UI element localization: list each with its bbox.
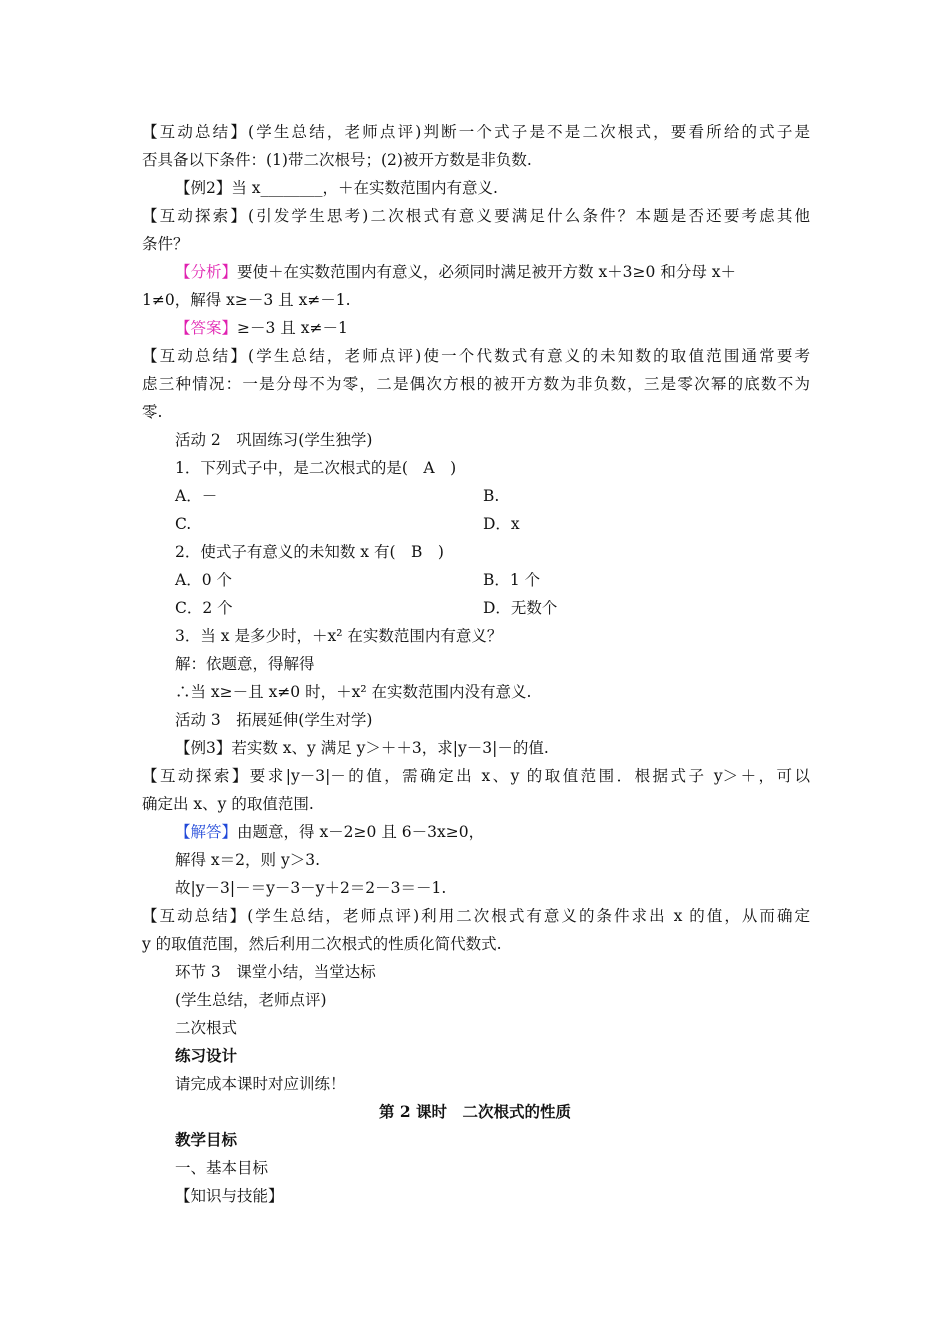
summary-paragraph-2-line-2: 虑三种情况：一是分母不为零，二是偶次方根的被开方数为非负数，三是零次幂的底数不为	[142, 375, 810, 393]
summary-paragraph-1-line-2: 否具备以下条件：(1)带二次根号；(2)被开方数是非负数.	[142, 151, 532, 169]
question-3-solution-line-2: ∴当 x≥－且 x≠0 时，＋x² 在实数范围内没有意义.	[175, 683, 532, 701]
question-2-option-b: B．1 个	[483, 571, 541, 589]
question-2-option-d: D．无数个	[483, 599, 558, 617]
knowledge-skills-heading: 【知识与技能】	[175, 1187, 284, 1205]
question-1-option-b: B.	[483, 487, 500, 505]
practice-design-heading: 练习设计	[175, 1046, 238, 1065]
basic-goals-heading: 一、基本目标	[175, 1159, 269, 1177]
solution-line-2: 解得 x＝2，则 y＞3.	[175, 851, 321, 869]
answer-line	[175, 318, 348, 338]
question-1-option-c: C.	[175, 515, 192, 533]
question-1-option-a: A．－	[175, 487, 218, 505]
question-1: 1．下列式子中，是二次根式的是( A )	[175, 459, 457, 477]
analysis-line-2: 1≠0，解得 x≥－3 且 x≠－1.	[142, 291, 351, 309]
explore-paragraph-2-line-1: 【互动探索】要求|y－3|－的值，需确定出 x、y 的取值范围．根据式子 y＞＋，可以	[142, 767, 810, 785]
analysis-line-1	[175, 262, 736, 282]
question-2-option-c: C．2 个	[175, 599, 233, 617]
answer-tag: 【答案】	[175, 319, 238, 337]
question-3: 3．当 x 是多少时，＋x² 在实数范围内有意义？	[175, 627, 503, 645]
question-2-option-a: A．0 个	[175, 571, 232, 589]
teaching-goals-heading: 教学目标	[175, 1130, 238, 1149]
question-3-solution-line-1: 解：依题意，得解得	[175, 655, 315, 673]
explore-paragraph-1-line-1: 【互动探索】(引发学生思考)二次根式有意义要满足什么条件？本题是否还要考虑其他	[142, 207, 810, 225]
section-3-note: (学生总结，老师点评)	[175, 991, 327, 1009]
summary-paragraph-3-line-2: y 的取值范围，然后利用二次根式的性质化简代数式.	[142, 935, 502, 953]
summary-paragraph-1-line-1: 【互动总结】(学生总结，老师点评)判断一个式子是不是二次根式，要看所给的式子是	[142, 123, 810, 141]
summary-paragraph-2-line-3: 零.	[142, 403, 163, 421]
activity-2-heading: 活动 2 巩固练习(学生独学)	[175, 431, 373, 449]
solution-line-3: 故|y－3|－＝y－3－y＋2＝2－3＝－1.	[175, 879, 447, 897]
question-1-option-d: D．x	[483, 515, 520, 533]
activity-3-heading: 活动 3 拓展延伸(学生对学)	[175, 711, 373, 729]
summary-paragraph-3-line-1: 【互动总结】(学生总结，老师点评)利用二次根式有意义的条件求出 x 的值，从而确定	[142, 907, 810, 925]
section-3-heading: 环节 3 课堂小结，当堂达标	[175, 963, 376, 981]
analysis-text: 要使＋在实数范围内有意义，必须同时满足被开方数 x＋3≥0 和分母 x＋	[237, 263, 736, 281]
explore-paragraph-2-line-2: 确定出 x、y 的取值范围.	[142, 795, 314, 813]
example-2-question: 【例2】当 x________，＋在实数范围内有意义.	[175, 179, 498, 197]
solution-text: 由题意，得 x－2≥0 且 6－3x≥0，	[237, 823, 485, 841]
analysis-tag: 【分析】	[175, 263, 238, 281]
solution-line-1	[175, 822, 484, 842]
solution-tag: 【解答】	[175, 823, 238, 841]
lesson-2-title: 第 2 课时 二次根式的性质	[378, 1102, 572, 1121]
section-3-topic: 二次根式	[175, 1019, 238, 1037]
explore-paragraph-1-line-2: 条件？	[142, 235, 189, 253]
summary-paragraph-2-line-1: 【互动总结】(学生总结，老师点评)使一个代数式有意义的未知数的取值范围通常要考	[142, 347, 810, 365]
question-2: 2．使式子有意义的未知数 x 有( B )	[175, 543, 444, 561]
practice-design-text: 请完成本课时对应训练！	[175, 1075, 346, 1093]
answer-text: ≥－3 且 x≠－1	[237, 319, 348, 337]
example-3-question: 【例3】若实数 x、y 满足 y＞＋＋3，求|y－3|－的值.	[175, 739, 549, 757]
